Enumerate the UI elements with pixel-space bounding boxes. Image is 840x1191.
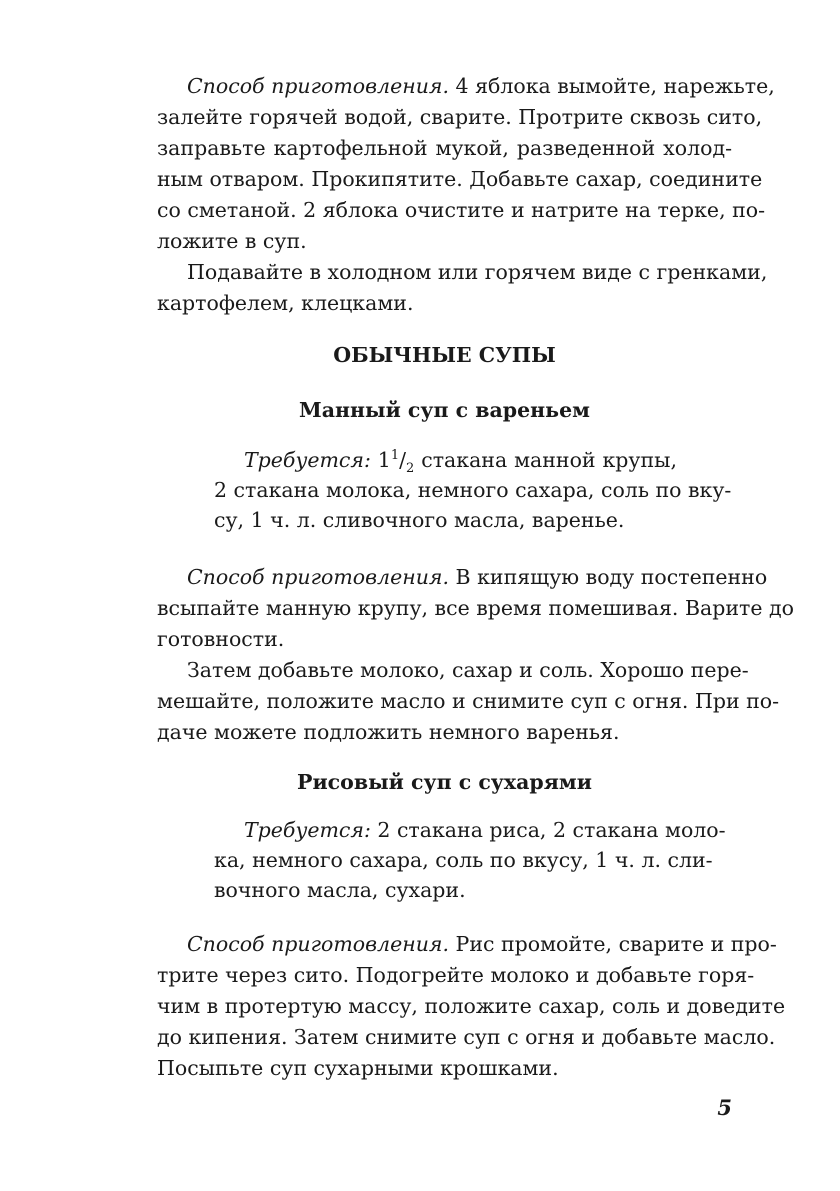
recipe2-method-line-5: Посыпьте суп сухарными крошками. bbox=[157, 1056, 559, 1080]
method-label: Способ приготовления. bbox=[187, 932, 450, 956]
recipe2-method-line-2: трите через сито. Подогрейте молоко и добавьте горя- bbox=[157, 963, 755, 987]
recipe2-req-line-3: вочного масла, сухари. bbox=[214, 878, 466, 902]
recipe1-title: Манный суп с вареньем bbox=[299, 398, 590, 422]
recipe1-req-line-1: Требуется: $1^1/_2$ стакана манной крупы, bbox=[244, 448, 677, 477]
intro-line-1: Способ приготовления. 4 яблока вымойте, нарежьте, bbox=[187, 74, 775, 98]
recipe2-req-line-1: Требуется: 2 стакана риса, 2 стакана моло- bbox=[244, 818, 726, 842]
recipe1-req-line-2: 2 стакана молока, немного сахара, соль по вку- bbox=[214, 478, 732, 502]
recipe1-para2-line-2: мешайте, положите масло и снимите суп с огня. При по- bbox=[157, 689, 780, 713]
method-label: Способ приготовления. bbox=[187, 565, 450, 589]
intro-line-4: ным отваром. Прокипятите. Добавьте сахар, соедините bbox=[157, 167, 763, 191]
recipe2-method-line-3: чим в протертую массу, положите сахар, соль и доведите bbox=[157, 994, 786, 1018]
recipe2-title: Рисовый суп с сухарями bbox=[297, 770, 592, 794]
req-label: Требуется: bbox=[244, 448, 371, 472]
recipe2-method-line-4: до кипения. Затем снимите суп с огня и добавьте масло. bbox=[157, 1025, 776, 1049]
intro-line-6: ложите в суп. bbox=[157, 229, 307, 253]
page-number: 5 bbox=[717, 1095, 732, 1120]
recipe2-req-line-2: ка, немного сахара, соль по вкусу, 1 ч. л. сли- bbox=[214, 848, 713, 872]
recipe2-method-line-1: Способ приготовления. Рис промойте, сварите и про- bbox=[187, 932, 777, 956]
recipe1-method-line-3: готовности. bbox=[157, 627, 285, 651]
recipe1-para2-line-3: даче можете подложить немного варенья. bbox=[157, 720, 620, 744]
recipe1-req-line-3: су, 1 ч. л. сливочного масла, варенье. bbox=[214, 508, 625, 532]
serve-line-2: картофелем, клецками. bbox=[157, 291, 414, 315]
recipe1-method-line-1: Способ приготовления. В кипящую воду постепенно bbox=[187, 565, 768, 589]
serve-line-1: Подавайте в холодном или горячем виде с гренками, bbox=[187, 260, 768, 284]
intro-line-5: со сметаной. 2 яблока очистите и натрите на терке, по- bbox=[157, 198, 766, 222]
intro-line-3: заправьте картофельной мукой, разведенной холод- bbox=[157, 136, 732, 160]
req-label: Требуется: bbox=[244, 818, 371, 842]
intro-line-2: залейте горячей водой, сварите. Протрите сквозь сито, bbox=[157, 105, 763, 129]
recipe1-method-line-2: всыпайте манную крупу, все время помешивая. Варите до bbox=[157, 596, 794, 620]
method-label: Способ приготовления. bbox=[187, 74, 450, 98]
section-title: ОБЫЧНЫЕ СУПЫ bbox=[333, 343, 556, 367]
recipe1-para2-line-1: Затем добавьте молоко, сахар и соль. Хорошо пере- bbox=[187, 658, 749, 682]
